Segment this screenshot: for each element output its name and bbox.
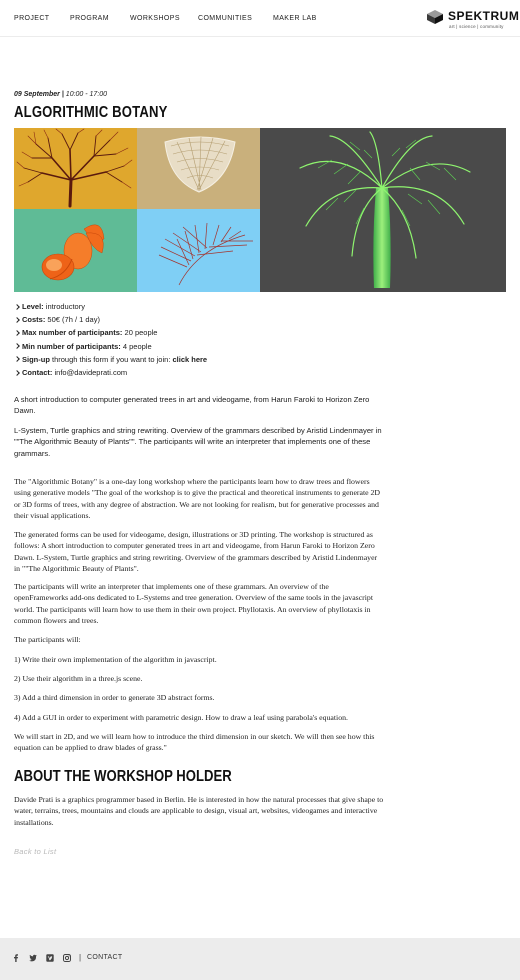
- nav-item-project[interactable]: PROJECT: [14, 15, 50, 22]
- holder-heading: ABOUT THE WORKSHOP HOLDER: [14, 768, 232, 785]
- cube-logo-icon: [426, 9, 444, 25]
- spektrum-logo[interactable]: [426, 8, 520, 30]
- sign-up-link[interactable]: click here: [172, 354, 208, 364]
- contact-email-link[interactable]: info@davideprati.com: [52, 367, 128, 377]
- detail-label: Min number of participants:: [22, 341, 121, 351]
- body-paragraph-3: The participants will write an interpreter that implements one of these grammars. An overview of the openFrameworks add-ons dedicated to L-Systems and tree generation. Overview of the same tools in the javascript world. The participants will learn how to use them in their own project. Phyllotaxis. An overview of phyllotaxis in common flowers and trees.: [14, 582, 373, 626]
- orange-flower-image: [14, 209, 137, 292]
- vimeo-icon[interactable]: [46, 954, 54, 962]
- detail-level: [14, 300, 394, 313]
- back-to-list-link[interactable]: Back to List: [14, 847, 57, 856]
- event-date-separator: |: [61, 91, 64, 98]
- event-time: 10:00 - 17:00: [65, 91, 108, 98]
- logo-wordmark: SPEKTRUM: [448, 9, 520, 23]
- event-date-time: [14, 91, 107, 98]
- nav-item-workshops[interactable]: WORKSHOPS: [130, 15, 180, 22]
- body-step-1: 1) Write their own implementation of the algorithm in javascript.: [14, 655, 217, 664]
- workshop-image-collage: [14, 128, 506, 292]
- green-palm-tree-image: [260, 128, 506, 292]
- footer-contact-link[interactable]: CONTACT: [87, 954, 123, 961]
- detail-label: Contact:: [22, 367, 53, 377]
- nav-item-maker-lab[interactable]: MAKER LAB: [273, 15, 317, 22]
- detail-label: Sign-up: [22, 354, 50, 364]
- body-paragraph-4: The participants will:: [14, 635, 81, 644]
- nav-item-program[interactable]: PROGRAM: [70, 15, 109, 22]
- detail-contact: [14, 366, 394, 379]
- body-step-2: 2) Use their algorithm in a three.js scene.: [14, 674, 143, 683]
- body-step-4: 4) Add a GUI in order to experiment with parametric design. How to draw a leaf using parabola's equation.: [14, 713, 348, 722]
- detail-value: 20 people: [122, 328, 158, 338]
- instagram-icon[interactable]: [63, 954, 71, 962]
- body-paragraph-closing: We will start in 2D, and we will learn how to introduce the third dimension in our sketch. We will then see how this equation can be applied to draw blades of grass.": [14, 732, 375, 753]
- body-paragraph-1: The "Algorithmic Botany" is a one-day long workshop where the participants learn how to draw trees and flowers using generative models "The goal of the workshop is to give the practical and theoretical instruments to generate 2D or 3D forms of trees, with any degree of abstraction. We are not looking for realism, but for generative processes and their visual applications.: [14, 477, 381, 521]
- detail-value: 4 people: [120, 341, 152, 351]
- detail-value: through this form if you want to join:: [49, 354, 173, 364]
- detail-value: introductory: [43, 302, 85, 311]
- footer: [0, 938, 520, 980]
- twitter-icon[interactable]: [29, 954, 37, 962]
- detail-sign-up: [14, 353, 394, 366]
- detail-max-participants: [14, 326, 394, 339]
- footer-separator: |: [79, 953, 82, 962]
- red-branches-image: [137, 209, 260, 292]
- page-title: ALGORITHMIC BOTANY: [14, 104, 168, 121]
- detail-min-participants: [14, 340, 394, 353]
- body-paragraph-2: The generated forms can be used for videogame, design, illustrations or 3D printing. The workshop is structured as follows: A short introduction to computer generated trees in art and videogame, from Harun Faroki to Horizon Zero Dawn. L-System, Turtle graphics and string rewriting. Overview of the grammars described by Aristid Lindenmayer in ""The Algorithmic Beauty of Plants".: [14, 530, 378, 574]
- holder-bio: Davide Prati is a graphics programmer based in Berlin. He is interested in how the natural processes that give shape to water, terrains, trees, mountains and clouds are applicable to design, visual art, websites, videogames and interactive installations.: [14, 795, 384, 827]
- top-navigation: [0, 0, 520, 37]
- logo-tagline: art | science | community: [449, 24, 504, 29]
- intro-paragraph-2: L-System, Turtle graphics and string rewriting. Overview of the grammars described by Aristid Lindenmayer in ""The Algorithmic Beauty of Plants"". The participants will write an interpreter that implements one of these grammars.: [14, 426, 382, 458]
- facebook-icon[interactable]: [12, 954, 20, 962]
- event-date: 09 September: [14, 91, 60, 98]
- detail-label: Costs:: [22, 315, 46, 325]
- detail-label: Max number of participants:: [22, 328, 123, 338]
- body-step-3: 3) Add a third dimension in order to generate 3D abstract forms.: [14, 693, 215, 702]
- detail-costs: [14, 313, 394, 326]
- detail-value: 50€ (7h / 1 day): [45, 315, 100, 325]
- nav-item-communities[interactable]: COMMUNITIES: [198, 15, 253, 22]
- lattice-bowl-image: [137, 128, 260, 209]
- intro-paragraph-1: A short introduction to computer generated trees in art and videogame, from Harun Faroki to Horizon Zero Dawn.: [14, 395, 370, 416]
- workshop-details-list: [14, 300, 394, 379]
- fractal-tree-image: [14, 128, 137, 209]
- detail-label: Level:: [22, 302, 44, 311]
